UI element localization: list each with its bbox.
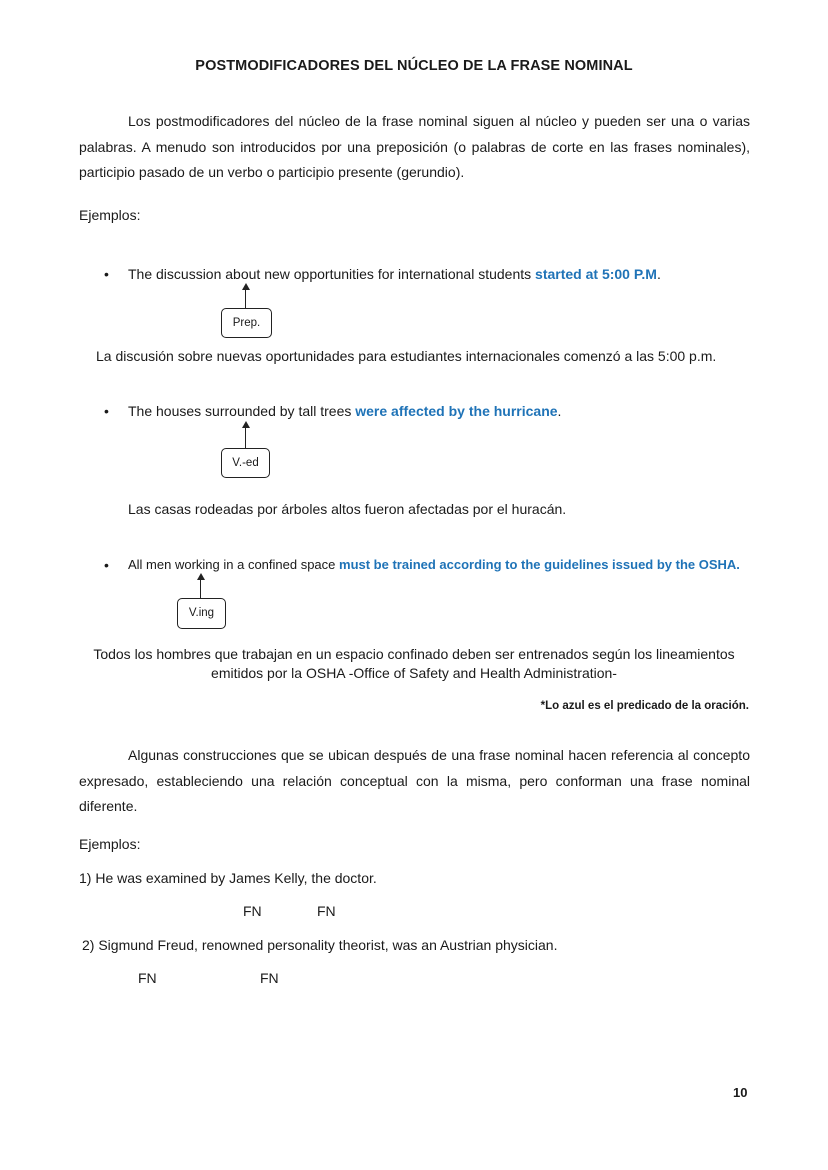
predicate-note: *Lo azul es el predicado de la oración. <box>540 700 749 712</box>
arrow-stem <box>245 289 246 308</box>
example-3-sentence <box>128 556 740 574</box>
sentence-subject: All men working in a confined space <box>128 557 336 572</box>
arrow-stem <box>200 579 201 599</box>
sentence-subject: The discussion about new opportunities for international students <box>128 266 532 282</box>
example-2-translation: Las casas rodeadas por árboles altos fueron afectadas por el huracán. <box>128 501 567 517</box>
noun-phrase-label: FN <box>138 970 157 986</box>
example-3-translation-line-1: Todos los hombres que trabajan en un espacio confinado deben ser entrenados según los lineamientos <box>93 646 735 662</box>
grammar-tag: V.-ed <box>221 448 270 478</box>
bullet-marker: • <box>104 557 109 573</box>
example-3-translation-line-2: emitidos por la OSHA -Office of Safety and Health Administration- <box>211 665 617 681</box>
intro-paragraph <box>79 109 750 186</box>
bullet-marker: • <box>104 266 109 282</box>
sentence-predicate: must be trained according to the guidelines issued by the OSHA. <box>339 557 740 572</box>
example-1-translation: La discusión sobre nuevas oportunidades para estudiantes internacionales comenzó a las 5:00 p.m. <box>96 348 717 364</box>
sentence-period: . <box>557 403 562 419</box>
noun-phrase-label: FN <box>243 903 262 919</box>
apposition-example-2: 2) Sigmund Freud, renowned personality theorist, was an Austrian physician. <box>82 937 558 953</box>
sentence-predicate: were affected by the hurricane <box>355 403 558 419</box>
intro-paragraph-text: Los postmodificadores del núcleo de la frase nominal siguen al núcleo y pueden ser una o varias palabras. A menudo son introducidos por una preposición (o palabras de corte en las frases nominales), participio pasado de un verbo o participio presente (gerundio). <box>79 113 750 180</box>
sentence-period: . <box>656 266 661 282</box>
apposition-paragraph-text: Algunas construcciones que se ubican después de una frase nominal hacen referencia al concepto expresado, estableciendo una relación conceptual con la misma, pero conforman una frase nominal diferente. <box>79 747 750 814</box>
page-number: 10 <box>733 1085 748 1100</box>
bullet-marker: • <box>104 403 109 419</box>
page-title: POSTMODIFICADORES DEL NÚCLEO DE LA FRASE NOMINAL <box>195 58 633 74</box>
noun-phrase-label: FN <box>317 903 336 919</box>
arrow-stem <box>245 427 246 448</box>
examples-label: Ejemplos: <box>79 836 141 852</box>
grammar-tag: Prep. <box>221 308 272 338</box>
sentence-subject: The houses surrounded by tall trees <box>128 403 352 419</box>
grammar-tag: V.ing <box>177 598 226 629</box>
example-1-sentence <box>128 265 661 283</box>
apposition-paragraph <box>79 743 750 820</box>
examples-label: Ejemplos: <box>79 207 141 223</box>
example-2-sentence <box>128 402 561 420</box>
apposition-example-1: 1) He was examined by James Kelly, the doctor. <box>79 870 377 886</box>
sentence-predicate: started at 5:00 P.M <box>535 266 657 282</box>
noun-phrase-label: FN <box>260 970 279 986</box>
